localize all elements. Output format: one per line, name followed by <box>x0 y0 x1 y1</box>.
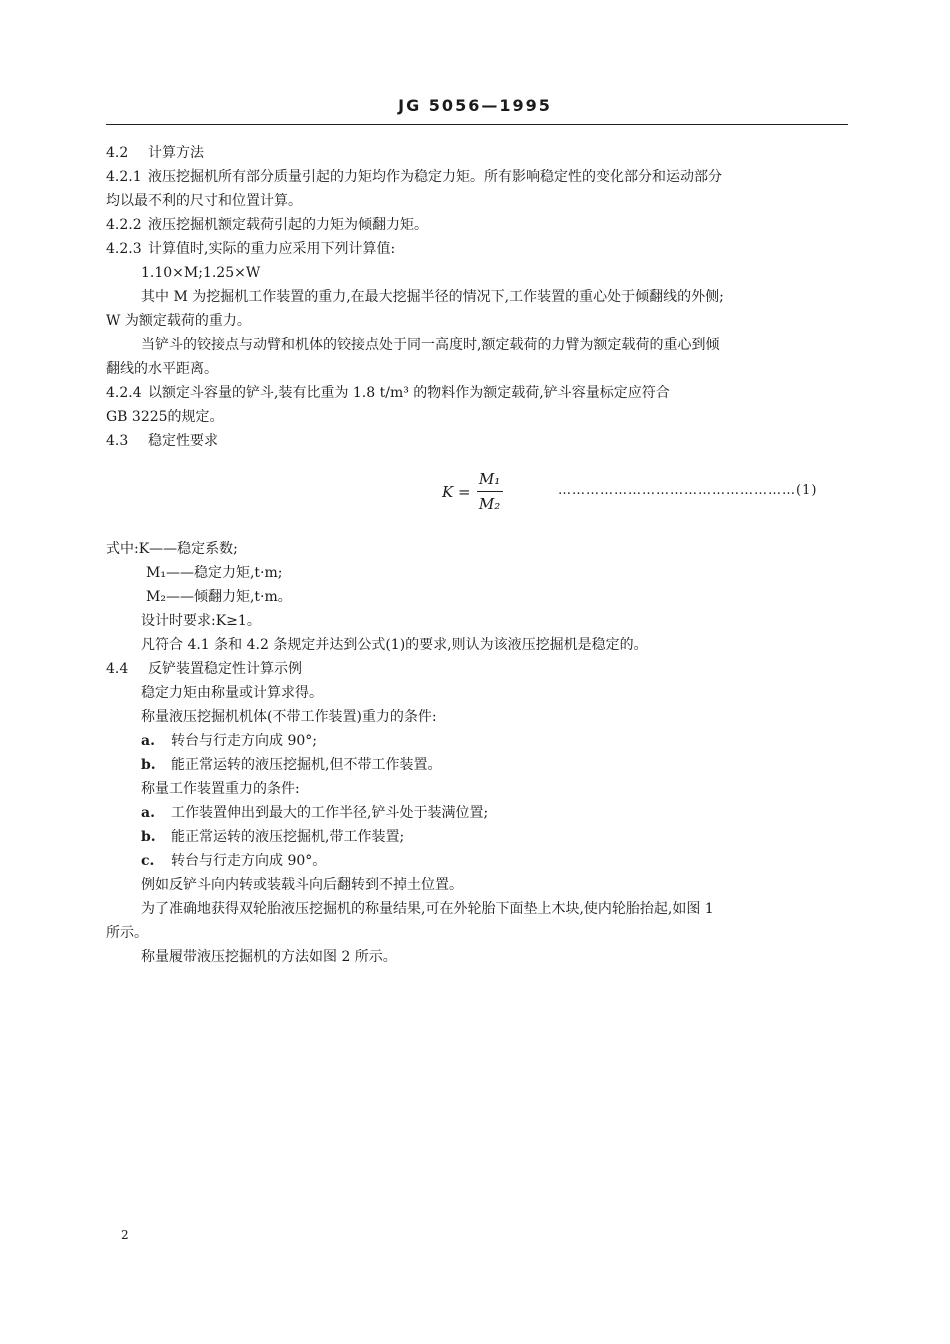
list-item-b1 <box>106 753 848 777</box>
list-marker: b. <box>141 829 156 845</box>
list-marker: a. <box>141 805 155 821</box>
section-title: 计算方法 <box>148 145 204 161</box>
paragraph-text: 液压挖掘机所有部分质量引起的力矩均作为稳定力矩。所有影响稳定性的变化部分和运动部分 <box>148 169 722 185</box>
section-number: 4.2.1 <box>106 169 142 185</box>
list-marker: a. <box>141 733 155 749</box>
section-4-3 <box>106 429 848 453</box>
paragraph-example: 例如反铲斗向内转或装载斗向后翻转到不掉土位置。 <box>141 877 463 893</box>
section-4-2-1-cont: 均以最不利的尺寸和位置计算。 <box>106 193 302 209</box>
paragraph-cond-2: 称量工作装置重力的条件: <box>141 781 300 797</box>
section-number: 4.3 <box>106 433 129 449</box>
calc-values: 1.10×M;1.25×W <box>141 265 261 281</box>
paragraph-stab: 稳定力矩由称量或计算求得。 <box>141 685 323 701</box>
section-4-2-4-cont: GB 3225的规定。 <box>106 409 224 425</box>
section-4-2-2 <box>106 213 848 237</box>
stability-formula <box>106 465 848 519</box>
list-item-c2 <box>106 849 848 873</box>
design-requirement: 设计时要求:K≥1。 <box>141 613 261 629</box>
section-title: 反铲装置稳定性计算示例 <box>148 661 302 677</box>
list-text: 能正常运转的液压挖掘机,带工作装置; <box>171 829 405 845</box>
definition-m2: M₂——倾翻力矩,t·m。 <box>146 589 292 605</box>
paragraph-track: 称量履带液压挖掘机的方法如图 2 所示。 <box>141 949 397 965</box>
document-header: JG 5056—1995 <box>398 96 552 115</box>
section-number: 4.2.4 <box>106 385 142 401</box>
paragraph-text: 液压挖掘机额定载荷引起的力矩为倾翻力矩。 <box>148 217 428 233</box>
list-text: 转台与行走方向成 90°; <box>171 733 317 749</box>
paragraph-where-1: 其中 M 为挖掘机工作装置的重力,在最大挖掘半径的情况下,工作装置的重心处于倾翻线的外侧; <box>141 289 724 305</box>
formula-fraction <box>477 467 503 516</box>
paragraph-where-2: W 为额定载荷的重力。 <box>106 313 251 329</box>
paragraph-text: 以额定斗容量的铲斗,装有比重为 1.8 t/m³ 的物料作为额定载荷,铲斗容量标定应符合 <box>148 385 670 401</box>
conformance-statement: 凡符合 4.1 条和 4.2 条规定并达到公式(1)的要求,则认为该液压挖掘机是稳定的。 <box>141 637 648 653</box>
formula-numerator: M₁ <box>478 470 501 488</box>
paragraph-tire-1: 为了准确地获得双轮胎液压挖掘机的称量结果,可在外轮胎下面垫上木块,使内轮胎抬起,如图 1 <box>141 901 714 917</box>
list-item-a1 <box>106 729 848 753</box>
list-item-a2 <box>106 801 848 825</box>
paragraph-text: 计算值时,实际的重力应采用下列计算值: <box>148 241 396 257</box>
page-number: 2 <box>121 1228 129 1242</box>
section-4-2-1 <box>106 165 848 189</box>
list-item-b2 <box>106 825 848 849</box>
formula-lhs: K = <box>442 482 471 501</box>
definition-intro: 式中:K——稳定系数; <box>106 541 238 557</box>
list-text: 工作装置伸出到最大的工作半径,铲斗处于装满位置; <box>171 805 489 821</box>
formula-denominator: M₂ <box>478 495 501 513</box>
list-marker: b. <box>141 757 156 773</box>
definition-m1: M₁——稳定力矩,t·m; <box>146 565 283 581</box>
section-4-2-4 <box>106 381 848 405</box>
section-number: 4.4 <box>106 661 129 677</box>
list-text: 能正常运转的液压挖掘机,但不带工作装置。 <box>171 757 442 773</box>
formula-expression <box>442 467 503 516</box>
header-rule <box>106 124 848 125</box>
section-4-2-3 <box>106 237 848 261</box>
section-number: 4.2.2 <box>106 217 142 233</box>
section-title: 稳定性要求 <box>148 433 218 449</box>
document-body <box>106 141 848 969</box>
paragraph-bucket-2: 翻线的水平距离。 <box>106 361 218 377</box>
formula-number: ……………………………………………(1) <box>558 483 818 498</box>
section-number: 4.2 <box>106 145 129 161</box>
paragraph-bucket-1: 当铲斗的铰接点与动臂和机体的铰接点处于同一高度时,额定载荷的力臂为额定载荷的重心到倾 <box>141 337 720 353</box>
section-4-2 <box>106 141 848 165</box>
list-text: 转台与行走方向成 90°。 <box>171 853 327 869</box>
list-marker: c. <box>141 853 155 869</box>
paragraph-cond-1: 称量液压挖掘机机体(不带工作装置)重力的条件: <box>141 709 437 725</box>
section-4-4 <box>106 657 848 681</box>
paragraph-tire-2: 所示。 <box>106 925 148 941</box>
section-number: 4.2.3 <box>106 241 142 257</box>
